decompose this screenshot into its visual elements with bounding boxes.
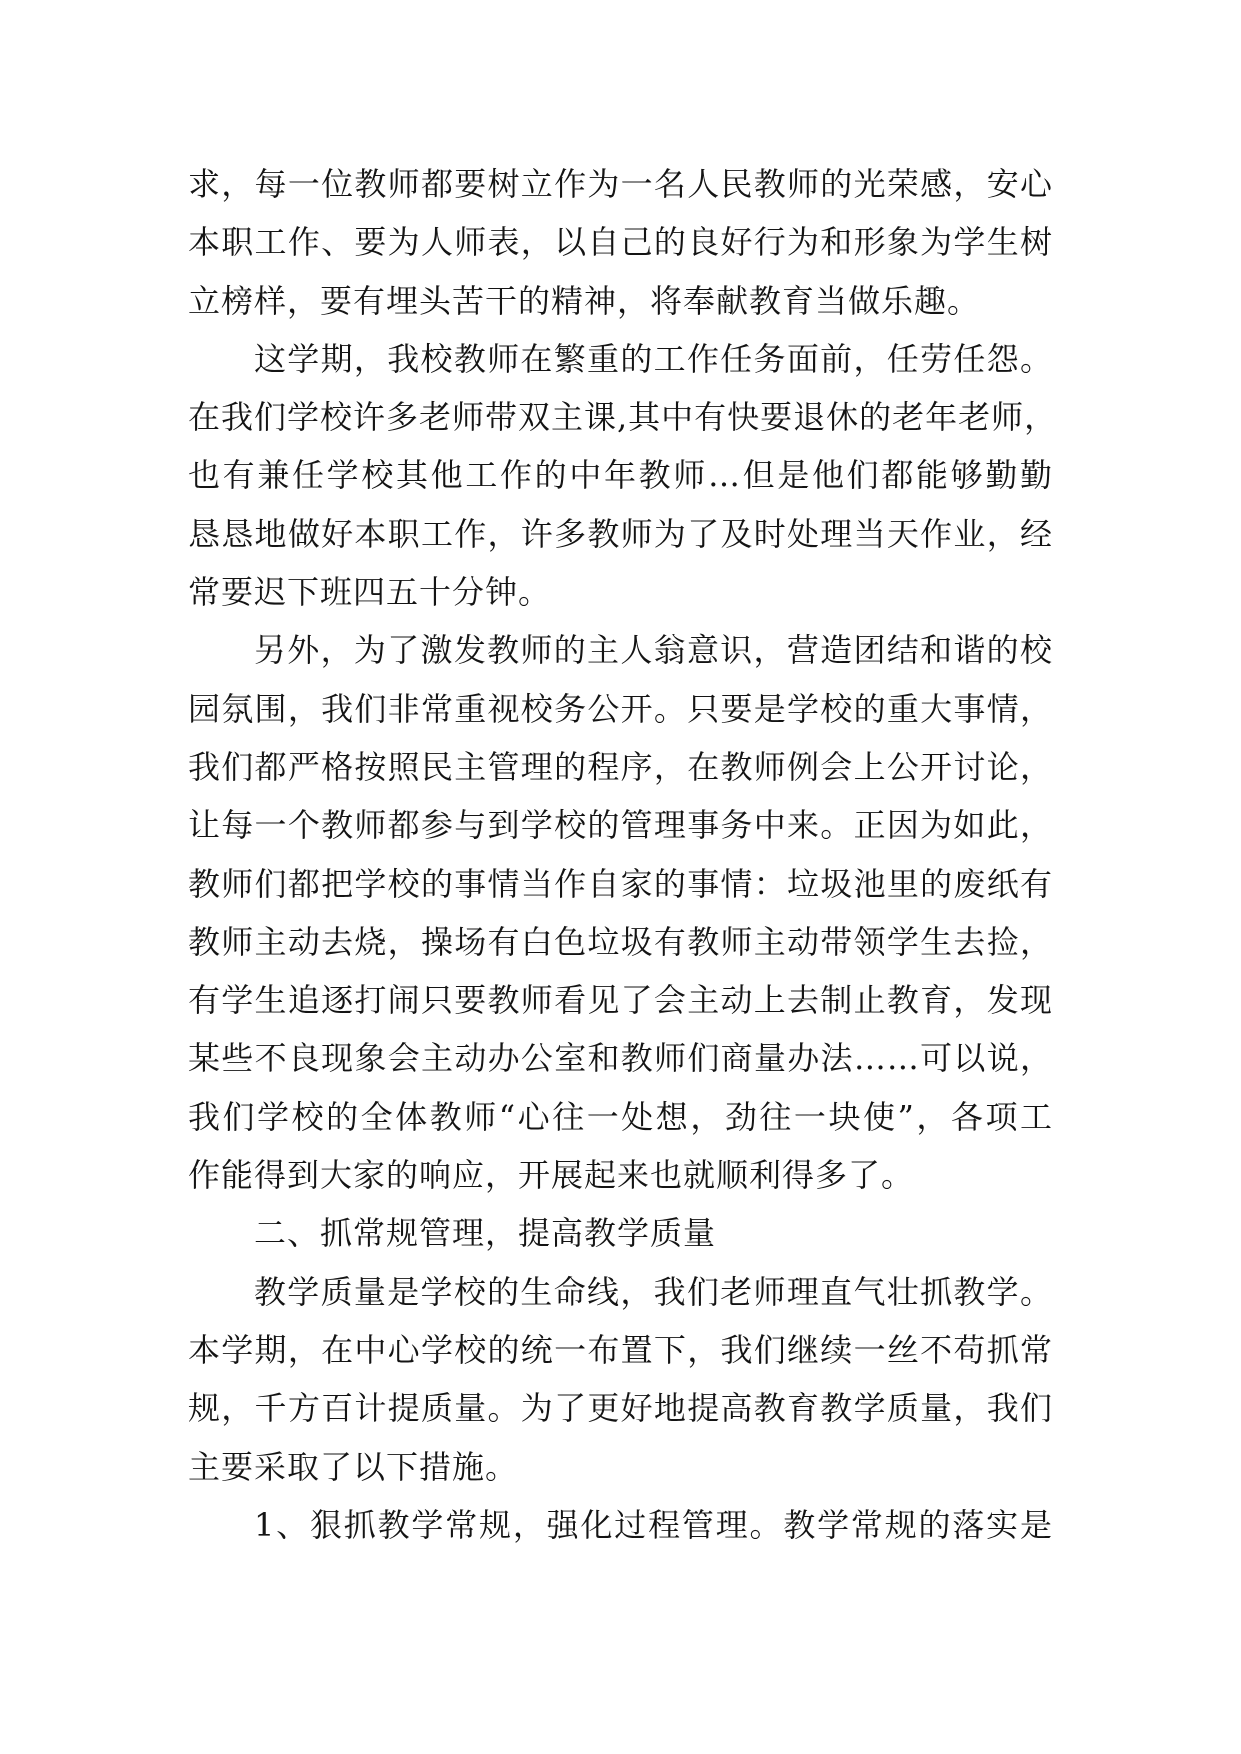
- section-heading: [188, 1204, 1053, 1262]
- text-line: 主要采取了以下措施。: [188, 1447, 519, 1486]
- text-line: 让每一个教师都参与到学校的管理事务中来。正因为如此，: [188, 806, 1053, 845]
- paragraph: [188, 155, 1053, 330]
- text-line: 求，每一位教师都要树立作为一名人民教师的光荣感，安心: [188, 165, 1053, 203]
- text-line: 规，千方百计提质量。为了更好地提高教育教学质量，我们: [188, 1389, 1053, 1428]
- section-heading-text: 二、抓常规管理，提高教学质量: [254, 1214, 717, 1253]
- paragraph: [188, 330, 1058, 621]
- text-line: 恳恳地做好本职工作，许多教师为了及时处理当天作业，经: [188, 514, 1053, 553]
- text-line: 作能得到大家的响应，开展起来也就顺利得多了。: [188, 1156, 915, 1195]
- paragraph: [188, 1496, 1053, 1554]
- document-body: [188, 155, 1058, 1554]
- text-line: 在我们学校许多老师带双主课,其中有快要退休的老年老师，: [188, 398, 1058, 437]
- text-line: 我们学校的全体教师“心往一处想，劲往一块使”，各项工: [188, 1097, 1053, 1136]
- text-line: 有学生追逐打闹只要教师看见了会主动上去制止教育，发现: [188, 981, 1053, 1020]
- text-line: 也有兼任学校其他工作的中年教师…但是他们都能够勤勤: [188, 456, 1053, 495]
- text-line: 教师主动去烧，操场有白色垃圾有教师主动带领学生去捡，: [188, 922, 1053, 961]
- text-line: 某些不良现象会主动办公室和教师们商量办法……可以说，: [188, 1039, 1053, 1078]
- text-line: 常要迟下班四五十分钟。: [188, 573, 552, 612]
- text-line: 我们都严格按照民主管理的程序，在教师例会上公开讨论，: [188, 747, 1053, 786]
- text-line: 本职工作、要为人师表，以自己的良好行为和形象为学生树: [188, 223, 1053, 262]
- text-line: 园氛围，我们非常重视校务公开。只要是学校的重大事情，: [188, 689, 1053, 728]
- text-line: 教师们都把学校的事情当作自家的事情：垃圾池里的废纸有: [188, 864, 1053, 903]
- text-line: 另外，为了激发教师的主人翁意识，营造团结和谐的校: [254, 631, 1053, 670]
- paragraph: [188, 1263, 1053, 1496]
- text-line: 本学期，在中心学校的统一布置下，我们继续一丝不苟抓常: [188, 1330, 1053, 1369]
- paragraph: [188, 621, 1053, 1204]
- text-line: 这学期，我校教师在繁重的工作任务面前，任劳任怨。: [254, 339, 1053, 378]
- text-line: 立榜样，要有埋头苦干的精神，将奉献教育当做乐趣。: [188, 281, 981, 320]
- text-line: 1、狠抓教学常规，强化过程管理。教学常规的落实是: [254, 1505, 1053, 1544]
- text-line: 教学质量是学校的生命线，我们老师理直气壮抓教学。: [254, 1272, 1053, 1311]
